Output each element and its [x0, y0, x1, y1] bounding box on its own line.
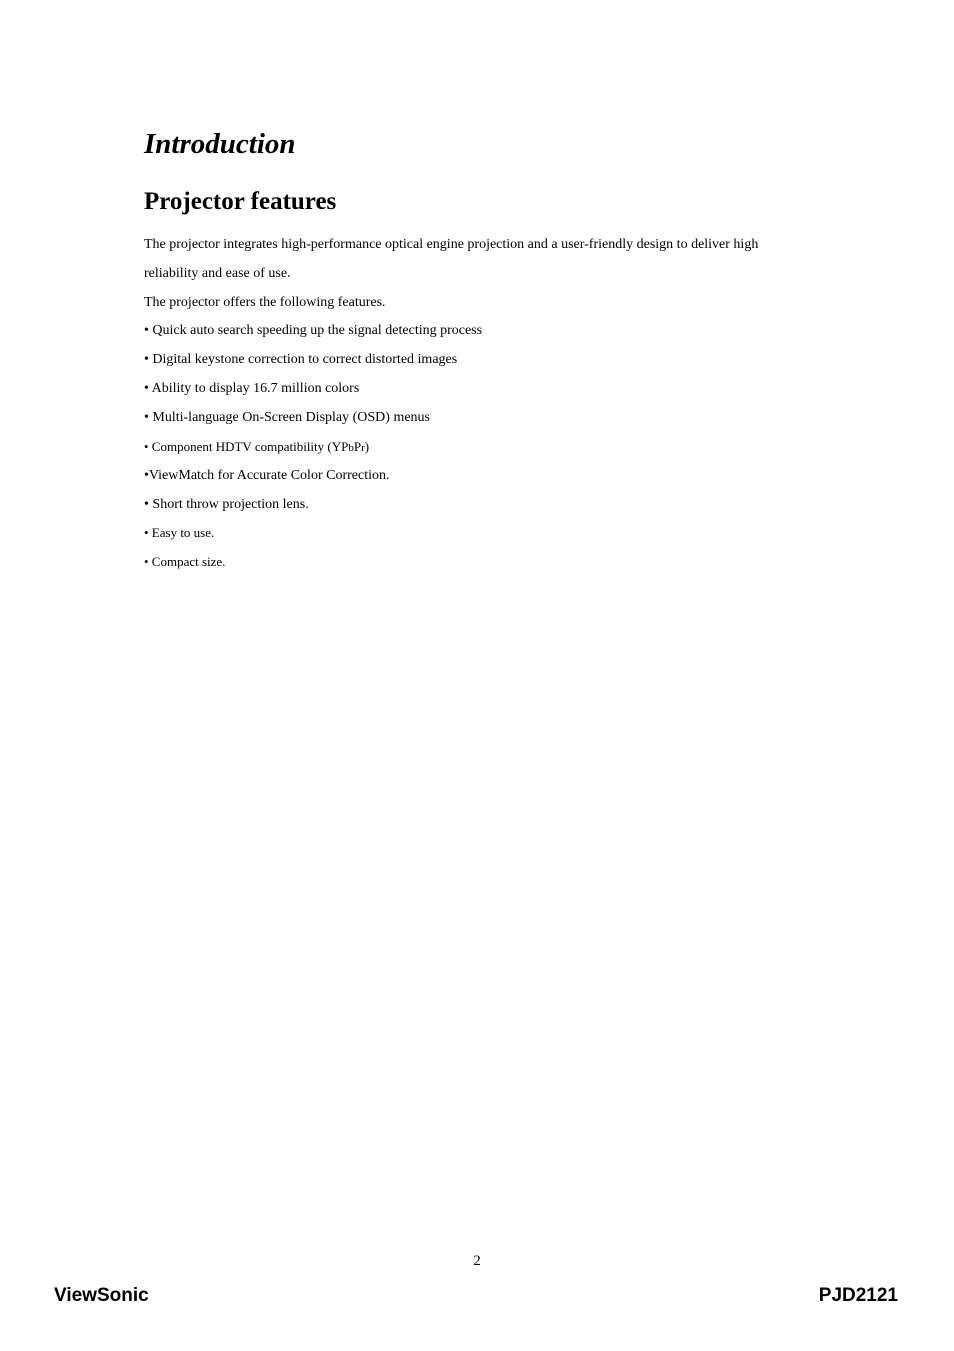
feature-item-hdtv-sub-b: b [348, 442, 354, 454]
feature-item-short-throw: • Short throw projection lens. [144, 497, 309, 512]
feature-item-hdtv-p: P [353, 439, 362, 454]
feature-item-colors: • Ability to display 16.7 million colors [144, 381, 360, 396]
footer-model: PJD2121 [818, 1285, 898, 1306]
feature-item-hdtv-text: • Component HDTV compatibility (YP [144, 439, 349, 454]
feature-item-hdtv-close: ) [364, 439, 370, 454]
footer-brand: ViewSonic [54, 1285, 149, 1306]
feature-item-viewmatch: •ViewMatch for Accurate Color Correction. [144, 468, 390, 483]
page-title: Introduction [144, 128, 296, 160]
feature-item-osd: • Multi-language On-Screen Display (OSD) menus [144, 410, 431, 425]
feature-item-easy-to-use: • Easy to use. [144, 525, 215, 540]
intro-text-line-3: The projector offers the following features. [144, 295, 386, 310]
section-title: Projector features [144, 188, 337, 215]
feature-item-hdtv [144, 438, 369, 457]
feature-item-hdtv-sub-r: r [361, 442, 365, 454]
feature-item-compact: • Compact size. [144, 554, 226, 569]
feature-item-auto-search: • Quick auto search speeding up the signal detecting process [144, 323, 483, 338]
page-number: 2 [473, 1253, 481, 1269]
feature-item-keystone: • Digital keystone correction to correct distorted images [144, 352, 458, 367]
intro-text-line-1: The projector integrates high-performance optical engine projection and a user-friendly design to deliver high [144, 237, 759, 252]
intro-text-line-2: reliability and ease of use. [144, 266, 291, 281]
